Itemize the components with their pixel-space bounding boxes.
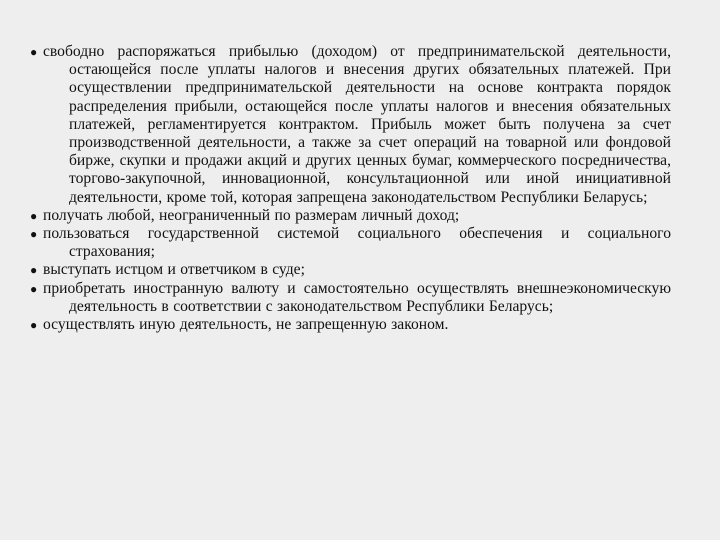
bullet-icon: ● — [30, 263, 38, 278]
list-item-text: выступать истцом и ответчиком в суде; — [43, 261, 305, 279]
list-item — [30, 43, 671, 207]
list-item — [30, 316, 671, 334]
list-item — [30, 280, 671, 316]
bullet-icon: ● — [30, 208, 38, 223]
list-item-text: получать любой, неограниченный по размерам личный доход; — [43, 206, 460, 224]
list-item — [30, 225, 671, 261]
list-item — [30, 207, 671, 225]
list-item-text: пользоваться государственной системой социального обеспечения и социального страхования; — [43, 225, 671, 261]
list-item-text: приобретать иностранную валюту и самостоятельно осуществлять внешнеэкономическую деятельность в соответствии с законодательством Республики Беларусь; — [43, 279, 671, 315]
bullet-icon: ● — [30, 45, 38, 59]
bullet-icon: ● — [30, 227, 38, 242]
list-item-text: свободно распоряжаться прибылью (доходом) от предпринимательской деятельности, остающейся после уплаты налогов и внесения других обязательных платежей. При осуществлении предпринимательской деятельности на основе контракта порядок распределения прибыли, остающейся после уплаты налогов и внесения обязательных платежей, регламентируется контрактом. Прибыль может быть получена за счет производственной деятельности, а также за счет операций на товарной или фондовой бирже, скупки и продажи акций и других ценных бумаг, коммерческого посредничества, торгово-закупочной, инновационной, консультационной или иной инициативной деятельности, кроме той, которая запрещена законодательством Республики Беларусь; — [43, 43, 671, 206]
list-item — [30, 261, 671, 279]
bullet-icon: ● — [30, 318, 38, 333]
rights-list — [30, 43, 671, 334]
bullet-icon: ● — [30, 281, 38, 296]
list-item-text: осуществлять иную деятельность, не запрещенную законом. — [43, 316, 449, 334]
